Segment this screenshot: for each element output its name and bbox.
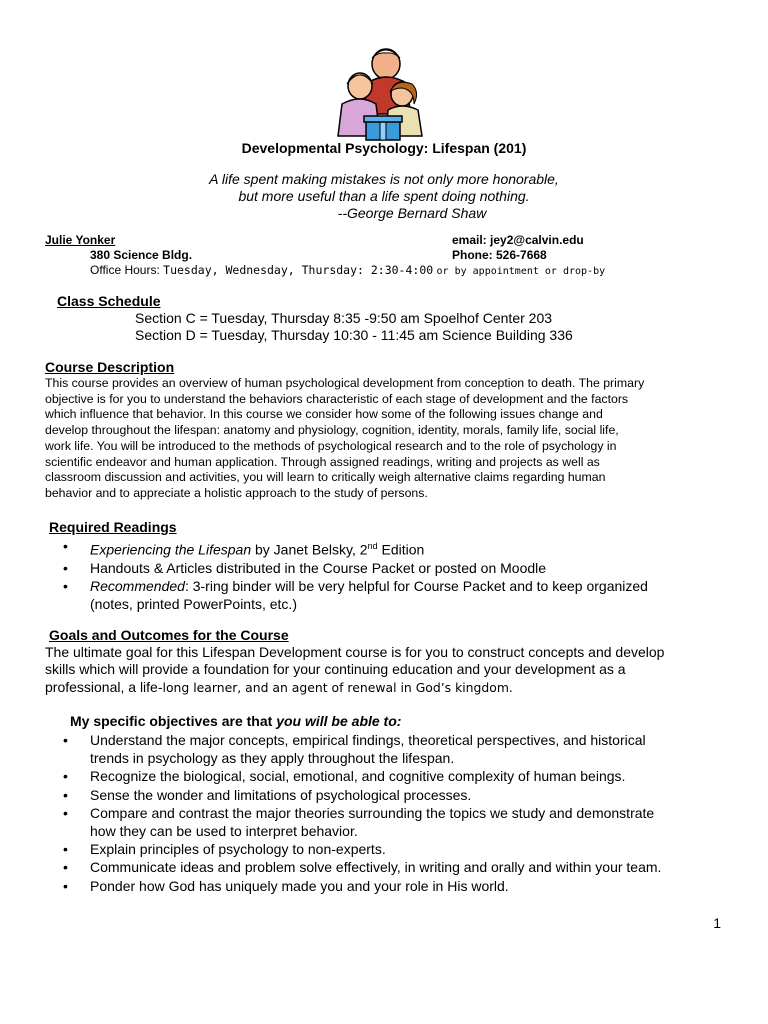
family-clipart-image (330, 44, 436, 142)
description-line: develop throughout the lifespan: anatomy and physiology, cognition, identity, morals, family life, social life, (45, 423, 619, 438)
course-description-heading: Course Description (45, 359, 175, 375)
objectives-list (45, 731, 745, 895)
quote-line: but more useful than a life spent doing nothing. (238, 188, 530, 204)
goals-line: skills which will provide a foundation for your continuing education and your development as a (45, 661, 626, 678)
description-line: classroom discussion and activities, you will learn to critically weigh alternative claims regarding human (45, 470, 606, 485)
description-line: behavior and to appreciate a holistic approach to the study of persons. (45, 485, 428, 500)
class-schedule-heading: Class Schedule (57, 293, 161, 309)
list-item: • Sense the wonder and limitations of psychological processes. (45, 786, 745, 804)
list-item: • Recognize the biological, social, emotional, and cognitive complexity of human beings. (45, 767, 745, 785)
required-readings-list (45, 537, 745, 613)
list-item: • Compare and contrast the major theories surrounding the topics we study and demonstrate how they can be used to interpret behavior. (45, 804, 745, 840)
epigraph-quote (0, 171, 768, 222)
quote-attribution: --George Bernard Shaw (337, 205, 487, 221)
goals-line: The ultimate goal for this Lifespan Development course is for you to construct concepts and develop (45, 644, 665, 660)
goals-line: professional, a life-long learner, and an agent of renewal in God’s kingdom. (45, 678, 513, 695)
required-readings-heading: Required Readings (49, 519, 177, 535)
description-line: This course provides an overview of human psychological development from conception to death. The primary (45, 376, 645, 390)
list-item: • Handouts & Articles distributed in the Course Packet or posted on Moodle (45, 559, 745, 577)
description-line: scientific endeavor and human application. Through assigned readings, writing and projects as well as (45, 454, 600, 469)
quote-line: A life spent making mistakes is not only more honorable, (209, 171, 559, 187)
office-hours-label: Office Hours: (90, 263, 160, 277)
instructor-name: Julie Yonker (45, 233, 116, 247)
list-item: • Communicate ideas and problem solve effectively, in writing and orally and within your team. (45, 858, 745, 876)
list-item: • Recommended: 3-ring binder will be very helpful for Course Packet and to keep organized (notes, printed PowerPoints, etc.) (45, 577, 745, 613)
description-line: objective is for you to understand the behaviors characteristic of each stage of development and the factors (45, 391, 629, 406)
description-line: which influence that behavior. In this course we consider how some of the following issues change and (45, 407, 603, 422)
instructor-email: email: jey2@calvin.edu (452, 233, 584, 247)
description-line: work life. You will be introduced to the methods of psychological research and to the role of psychology in (45, 438, 617, 453)
schedule-line: Section C = Tuesday, Thursday 8:35 -9:50 am Spoelhof Center 203 (135, 310, 553, 326)
goals-text (45, 644, 745, 696)
instructor-office: 380 Science Bldg. (90, 248, 193, 262)
list-item: • Ponder how God has uniquely made you and your role in His world. (45, 877, 745, 895)
list-item: • Explain principles of psychology to non-experts. (45, 840, 745, 858)
class-schedule-list (135, 310, 573, 344)
page-number: 1 (713, 915, 721, 931)
list-item: • Understand the major concepts, empirical findings, theoretical perspectives, and historical trends in psychology as they apply throughout the lifespan. (45, 731, 745, 767)
office-hours-days: Tuesday, Wednesday, Thursday: 2:30-4:00 (163, 263, 434, 277)
course-title: Developmental Psychology: Lifespan (201) (241, 140, 527, 156)
office-hours-note: or by appointment or drop-by (436, 266, 606, 277)
office-hours (90, 263, 605, 277)
objectives-heading: My specific objectives are that you will be able to: (70, 713, 402, 729)
schedule-line: Section D = Tuesday, Thursday 10:30 - 11:45 am Science Building 336 (135, 327, 573, 343)
course-description-text (45, 376, 735, 502)
instructor-phone: Phone: 526-7668 (452, 248, 547, 262)
goals-heading: Goals and Outcomes for the Course (49, 627, 289, 643)
list-item: • Experiencing the Lifespan by Janet Belsky, 2nd Edition (45, 537, 745, 559)
